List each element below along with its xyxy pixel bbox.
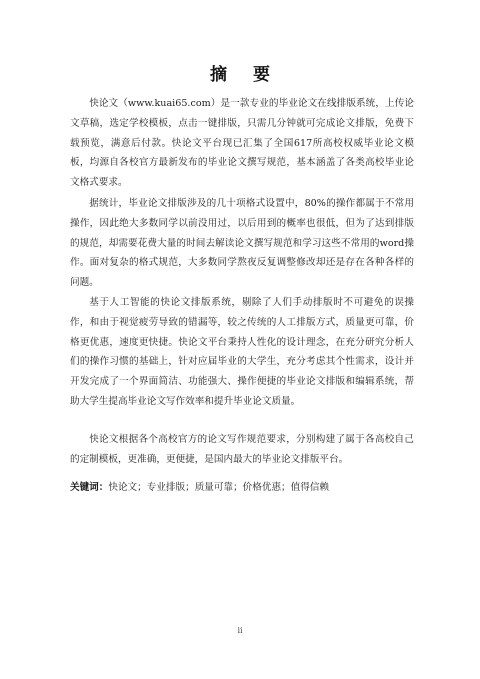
abstract-paragraph-2: 据统计，毕业论文排版涉及的几十项格式设置中，80%的操作都属于不常用操作，因此绝大多数同学以前没用过，以后用到的概率也很低，但为了达到排版的规范，却需要花费大量的时间去解读论文撰写规范和学习这些不常用的word操作。面对复杂的格式规范，大多数同学熬夜反复调整修改却还是存在各种各样的问题。 (70, 198, 414, 289)
keywords-line (70, 478, 414, 498)
abstract-paragraph-4: 快论文根据各个高校官方的论文写作规范要求，分别构建了属于各高校自己的定制模板，更准确，更便捷，是国内最大的毕业论文排版平台。 (70, 434, 414, 465)
page-title: 摘 要 (210, 65, 280, 85)
keywords-list: 快论文；专业排版；质量可靠；价格优惠；值得信赖 (108, 482, 330, 493)
abstract-paragraph-3: 基于人工智能的快论文排版系统，剔除了人们手动排版时不可避免的误操作，和由于视觉疲劳导致的错漏等，较之传统的人工排版方式，质量更可靠，价格更优惠，速度更快捷。快论文平台秉持人性化的设计理念，在充分研究分析人们的操作习惯的基础上，针对应届毕业的大学生，充分考虑其个性需求，设计并开发完成了一个界面简洁、功能强大、操作便捷的毕业论文排版和编辑系统，帮助大学生提高毕业论文写作效率和提升毕业论文质量。 (70, 297, 414, 407)
abstract-paragraph-1: 快论文（www.kuai65.com）是一款专业的毕业论文在线排版系统，上传论文草稿，选定学校模板，点击一键排版，只需几分钟就可完成论文排版，免费下载预览，满意后付款。快论文平台现已汇集了全国617所高校权威毕业论文模板，均源自各校官方最新发布的毕业论文撰写规范，基本涵盖了各类高校毕业论文格式要求。 (70, 98, 414, 189)
page-number: ii (237, 626, 243, 635)
keywords-label: 关键词： (70, 482, 109, 493)
